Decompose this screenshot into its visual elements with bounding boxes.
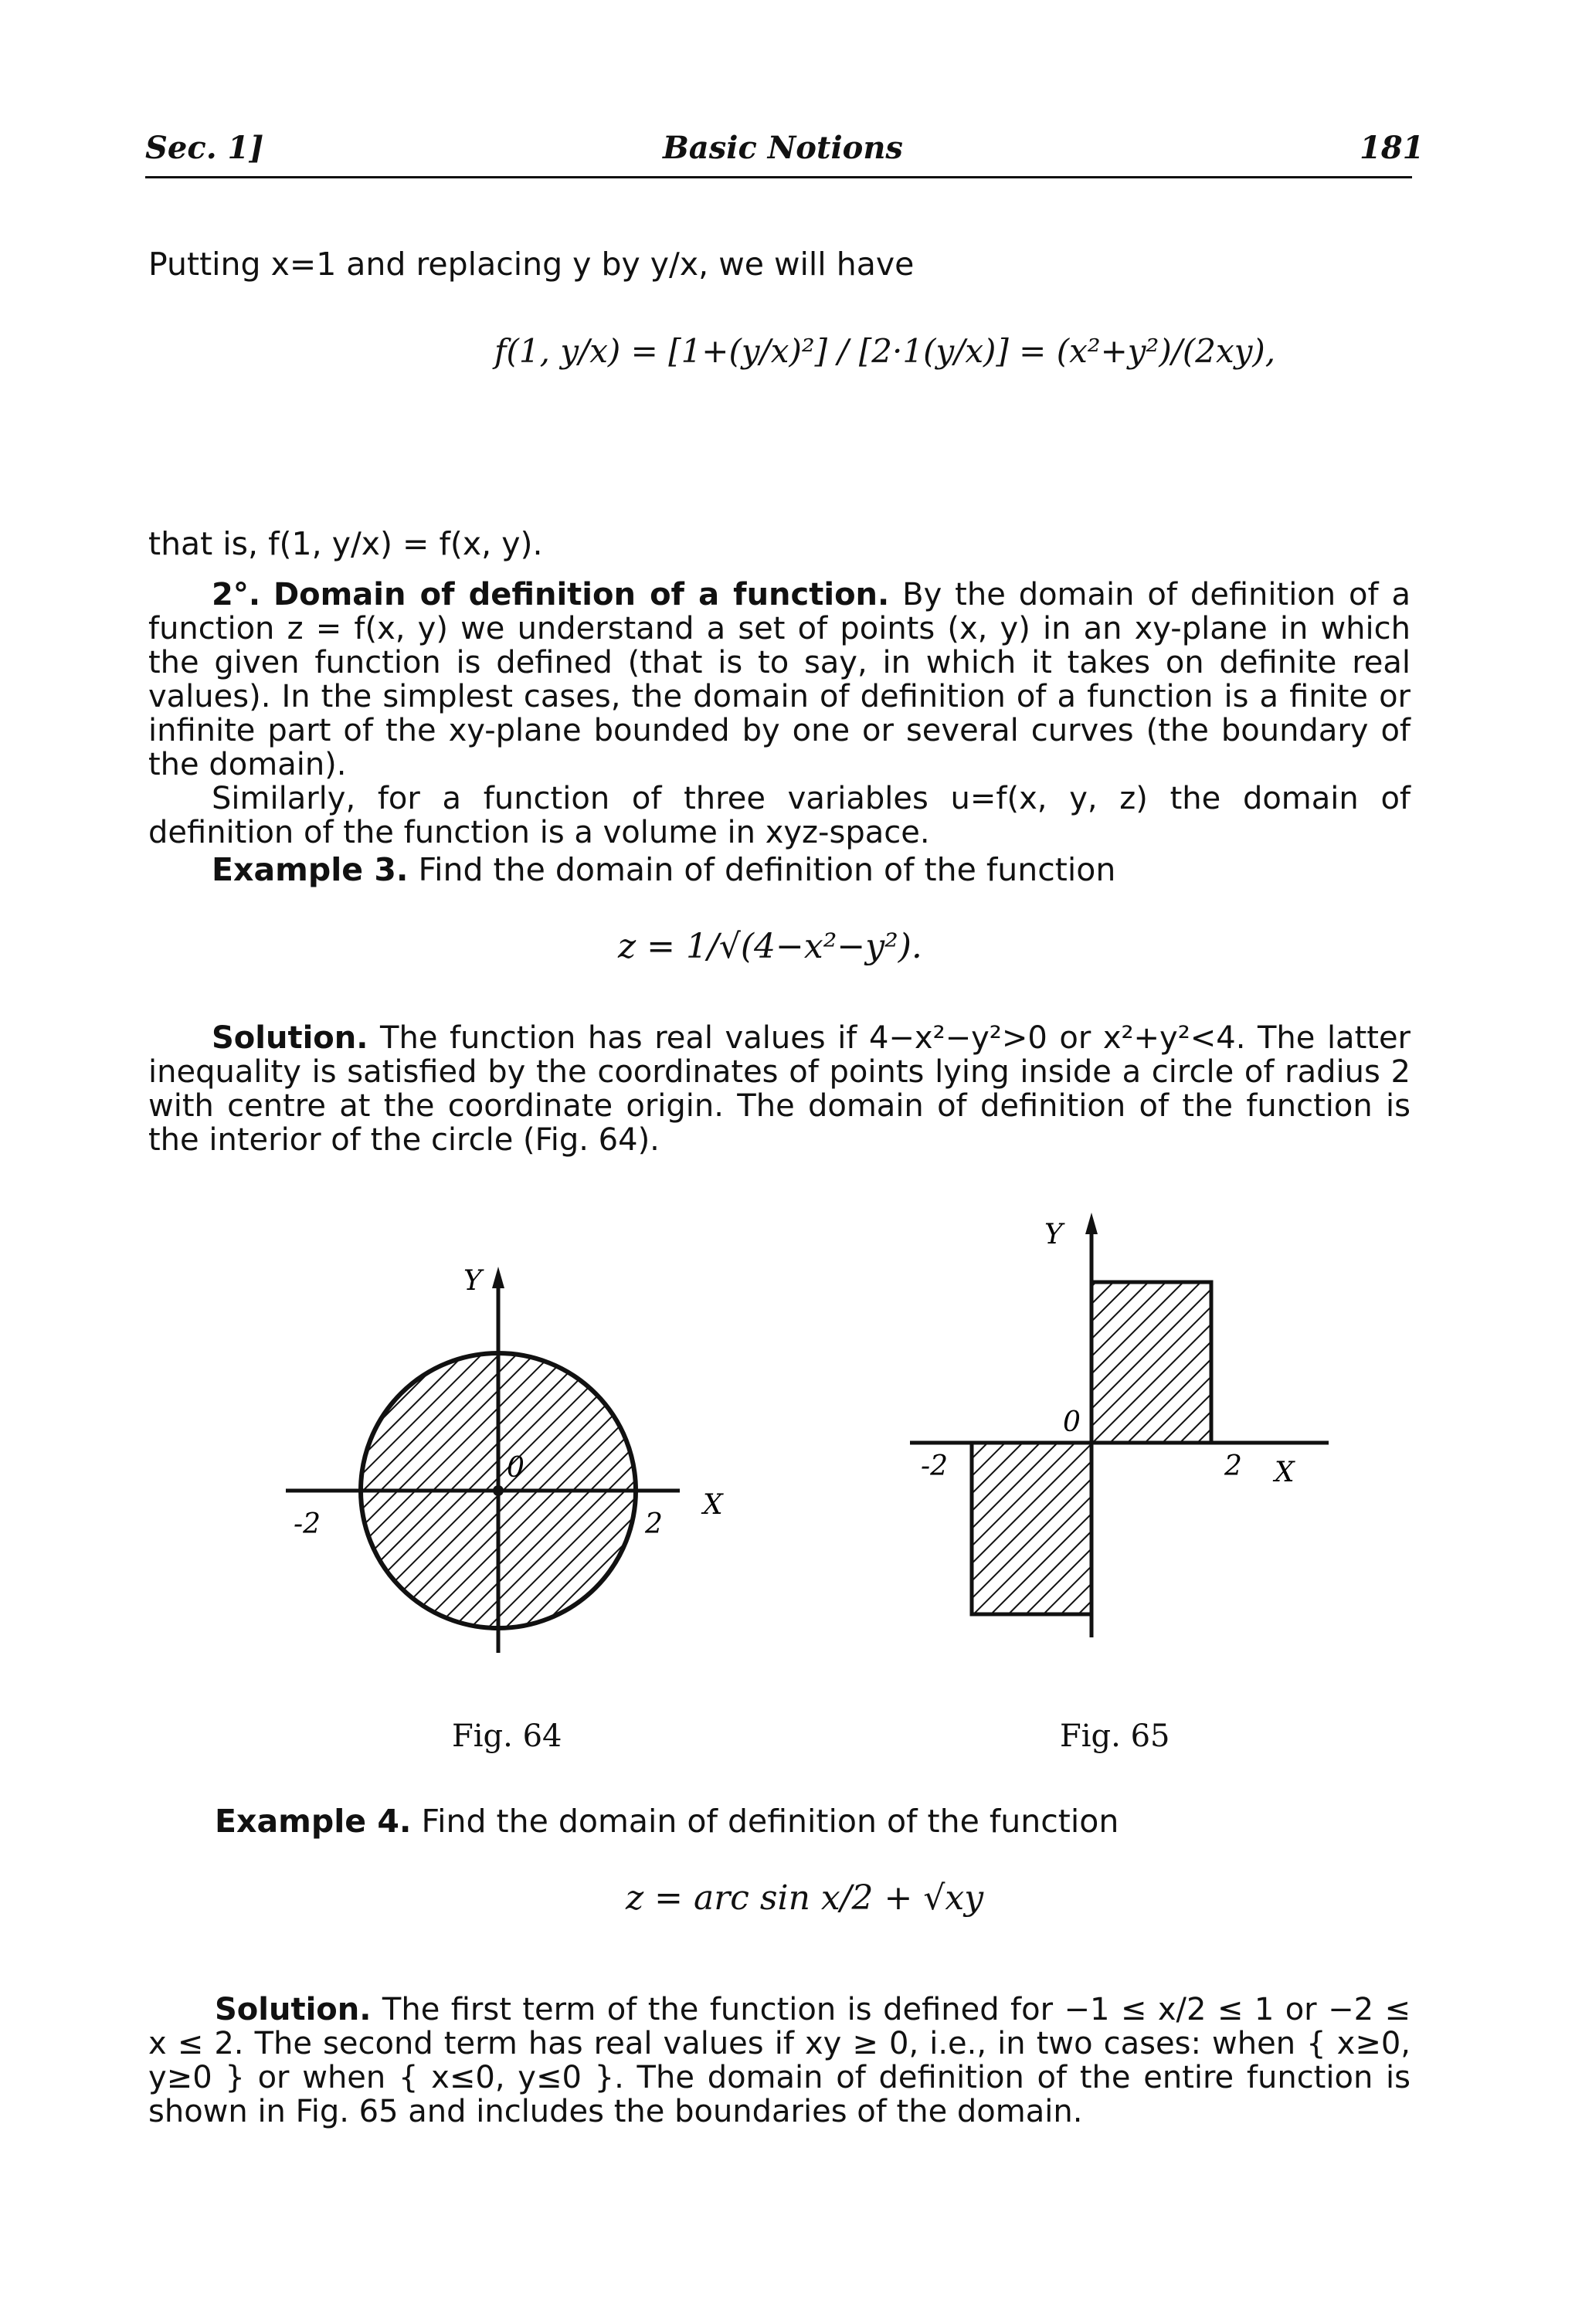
tick-label-2: 2	[645, 1508, 663, 1540]
y-axis-arrow	[492, 1267, 504, 1288]
example-4-label: Example 4.	[215, 1803, 412, 1840]
example-3-solution-text: The function has real values if 4−x²−y²>0 or x²+y²<4. The latter inequality is satisfied by the coordinates of points lying inside a circle of radius 2 with centre at the coordinate origin. The domain of definition of the function is the interior of the circle (Fig. 64).	[148, 1020, 1411, 1158]
origin-label: 0	[507, 1452, 525, 1484]
section-heading: Domain of definition of a function.	[273, 577, 890, 612]
example-3-statement: Find the domain of definition of the function	[418, 851, 1116, 888]
example-4-solution-text: The first term of the function is defined for −1 ≤ x/2 ≤ 1 or −2 ≤ x ≤ 2. The second term has real values if xy ≥ 0, i.e., in two cases: when { x≥0, y≥0 } or when { x≤0, y≤0 }. The domain of definition of the entire function is shown in Fig. 65 and includes the boundaries of the domain.	[148, 1992, 1411, 2129]
similarly-paragraph: Similarly, for a function of three variables u=f(x, y, z) the domain of definition of the function is a volume in xyz-space.	[148, 781, 1411, 850]
example-4-solution-label: Solution.	[215, 1992, 372, 2027]
example-4-statement: Find the domain of definition of the function	[421, 1803, 1119, 1840]
section-label: Sec. 1]	[145, 130, 264, 166]
example-3-solution	[148, 1021, 1411, 1157]
example-4	[215, 1803, 1119, 1840]
figure-65-caption: Fig. 65	[1060, 1718, 1170, 1754]
y-axis-label: Y	[463, 1265, 482, 1297]
first-quadrant-region	[1091, 1282, 1211, 1443]
example-3-label: Example 3.	[212, 851, 409, 888]
running-title: Basic Notions	[663, 130, 903, 166]
x-axis-label: X	[1275, 1457, 1295, 1488]
example-4-formula: z = arc sin x/2 + √xy	[626, 1878, 984, 1918]
intro-formula: f(1, y/x) = [1+(y/x)²] / [2·1(y/x)] = (x²+y²)/(2xy),	[494, 332, 1276, 370]
example-3-solution-label: Solution.	[212, 1020, 368, 1056]
header-rule	[145, 176, 1412, 178]
intro-text: Putting x=1 and replacing y by y/x, we will have	[148, 246, 915, 283]
origin-point	[493, 1485, 504, 1496]
y-axis-label: Y	[1044, 1219, 1063, 1250]
intro-result: that is, f(1, y/x) = f(x, y).	[148, 525, 543, 562]
y-axis-arrow	[1085, 1213, 1098, 1234]
domain-definition-paragraph	[148, 578, 1411, 782]
x-axis-label: X	[703, 1489, 723, 1521]
figure-64-caption: Fig. 64	[452, 1718, 562, 1754]
tick-label-neg-2: -2	[294, 1508, 321, 1540]
figure-65	[888, 1189, 1352, 1684]
example-4-solution	[148, 1993, 1411, 2129]
example-3-formula: z = 1/√(4−x²−y²).	[618, 927, 922, 966]
third-quadrant-region	[972, 1443, 1091, 1614]
example-3	[212, 851, 1115, 888]
origin-label: 0	[1063, 1406, 1081, 1438]
section-text: By the domain of definition of a function z = f(x, y) we understand a set of points (x, y) in an xy-plane in which the given function is defined (that is to say, in which it takes on definite real values). In the simplest cases, the domain of definition of a function is a finite or infinite part of the xy-plane bounded by one or several curves (the boundary of the domain).	[148, 577, 1411, 782]
section-number: 2°.	[212, 577, 261, 612]
tick-label-2: 2	[1224, 1450, 1242, 1482]
figure-64	[232, 1236, 772, 1699]
page-number: 181	[1360, 130, 1424, 166]
tick-label-neg-2: -2	[921, 1450, 949, 1482]
